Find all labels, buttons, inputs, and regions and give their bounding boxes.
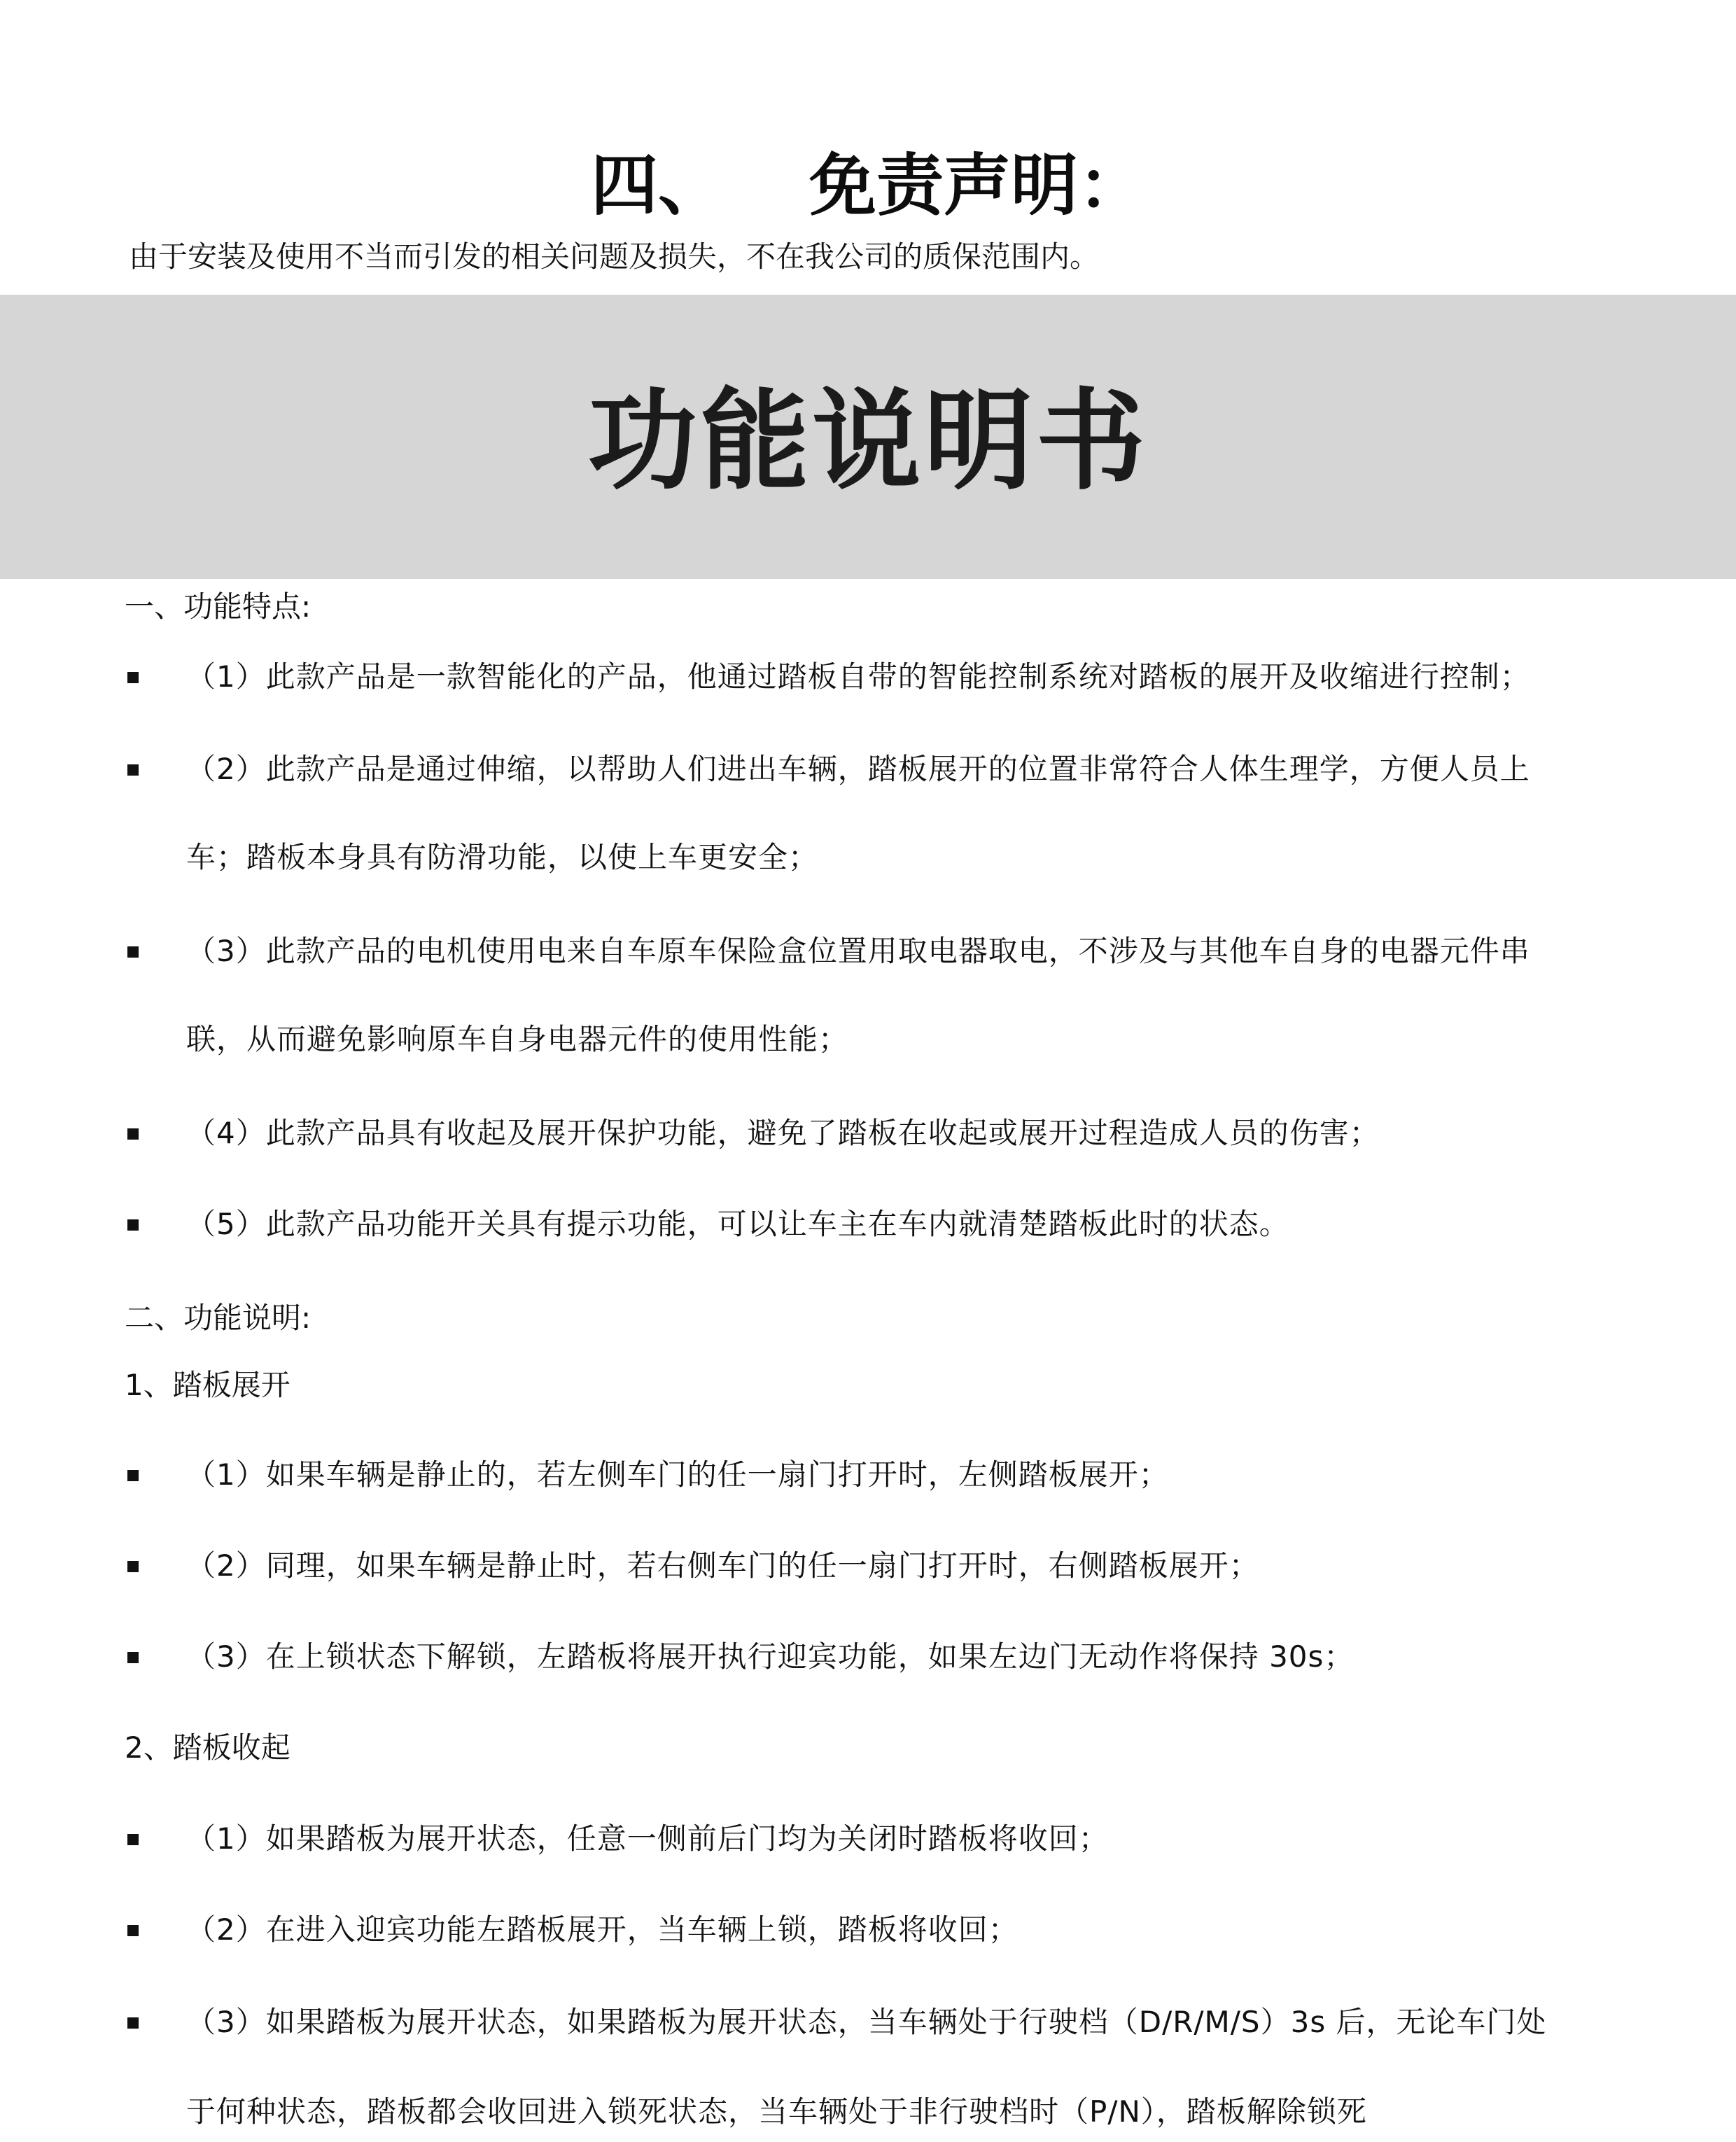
functions-heading: 二、功能说明: (125, 1301, 312, 1335)
deploy-item-1: （1）如果车辆是静止的，若左侧车门的任一扇门打开时，左侧踏板展开； (186, 1457, 1169, 1492)
disclaimer-heading-title: 免责声明： (809, 146, 1145, 225)
disclaimer-text: 由于安装及使用不当而引发的相关问题及损失，不在我公司的质保范围内。 (129, 239, 1100, 274)
bullet-icon (127, 946, 139, 958)
bullet-icon (127, 1219, 139, 1231)
feature-item-2-continued: 车；踏板本身具有防滑功能，以使上车更安全； (186, 840, 819, 874)
bullet-icon (127, 1128, 139, 1140)
deploy-item-3: （3）在上锁状态下解锁，左踏板将展开执行迎宾功能，如果左边门无动作将保持 30s； (186, 1639, 1354, 1674)
bullet-icon (127, 1470, 139, 1481)
feature-item-2: （2）此款产品是通过伸缩，以帮助人们进出车辆，踏板展开的位置非常符合人体生理学，方便人员上 (186, 752, 1530, 786)
bullet-icon (127, 1925, 139, 1936)
deploy-subheading: 1、踏板展开 (125, 1368, 290, 1402)
bullet-icon (127, 1561, 139, 1572)
feature-item-3-continued: 联，从而避免影响原车自身电器元件的使用性能； (186, 1022, 849, 1056)
deploy-item-2: （2）同理，如果车辆是静止时，若右侧车门的任一扇门打开时，右侧踏板展开； (186, 1548, 1259, 1583)
feature-item-1: （1）此款产品是一款智能化的产品，他通过踏板自带的智能控制系统对踏板的展开及收缩进行控制； (186, 659, 1530, 694)
bullet-icon (127, 1834, 139, 1845)
disclaimer-heading (0, 140, 1736, 231)
bullet-icon (127, 2017, 139, 2029)
bullet-icon (127, 672, 139, 683)
features-heading: 一、功能特点: (125, 589, 312, 624)
retract-subheading: 2、踏板收起 (125, 1730, 290, 1765)
feature-item-5: （5）此款产品功能开关具有提示功能，可以让车主在车内就清楚踏板此时的状态。 (186, 1207, 1289, 1241)
page-title: 功能说明书 (588, 377, 1148, 505)
feature-item-3: （3）此款产品的电机使用电来自车原车保险盒位置用取电器取电，不涉及与其他车自身的电器元件串 (186, 934, 1530, 968)
retract-item-3-continued: 于何种状态，踏板都会收回进入锁死状态，当车辆处于非行驶档时（P/N），踏板解除锁死 (186, 2094, 1367, 2129)
retract-item-3: （3）如果踏板为展开状态，如果踏板为展开状态，当车辆处于行驶档（D/R/M/S）3s 后，无论车门处 (186, 2005, 1547, 2039)
disclaimer-heading-number: 四、 (591, 146, 725, 225)
bullet-icon (127, 764, 139, 776)
retract-item-1: （1）如果踏板为展开状态，任意一侧前后门均为关闭时踏板将收回； (186, 1821, 1109, 1856)
retract-item-2: （2）在进入迎宾功能左踏板展开，当车辆上锁，踏板将收回； (186, 1912, 1018, 1947)
bullet-icon (127, 1652, 139, 1663)
feature-item-4: （4）此款产品具有收起及展开保护功能，避免了踏板在收起或展开过程造成人员的伤害； (186, 1116, 1380, 1150)
